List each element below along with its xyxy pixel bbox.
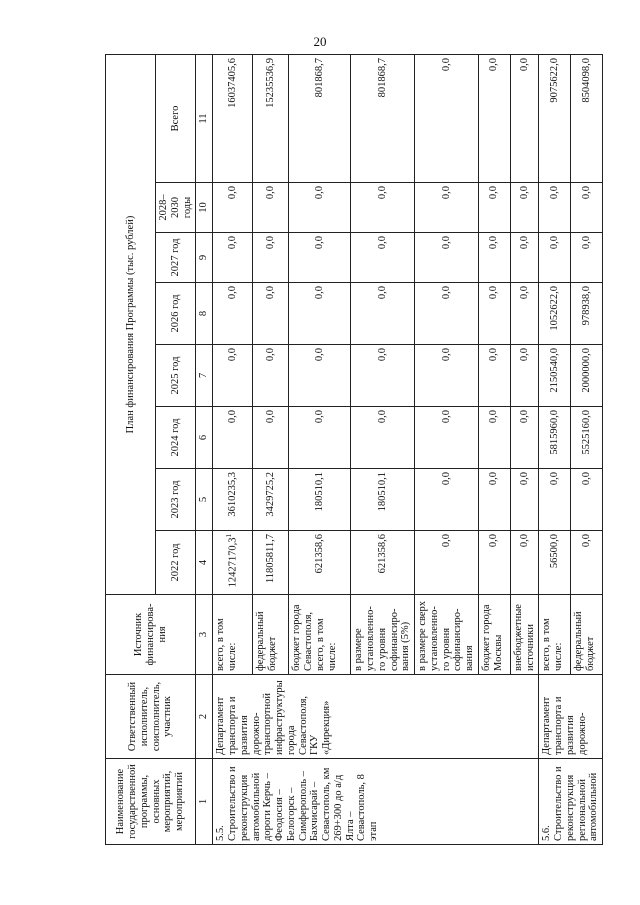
column-number: 8 [196, 283, 213, 345]
event-executor: Департамент транспорта и развития дорожно-транспортной инфраструктуры города Севастополя, ГКУ «Дирекция» [213, 675, 539, 759]
column-number: 2 [196, 675, 213, 759]
value-cell: 0,0 [289, 233, 351, 283]
source-cell: федеральный бюджет [571, 595, 603, 675]
value-cell: 0,0 [510, 283, 539, 345]
value-cell: 0,0 [253, 233, 289, 283]
table-row [213, 54, 253, 844]
value-cell: 0,0 [415, 183, 479, 233]
value-cell: 0,0 [510, 407, 539, 469]
value-cell: 0,0 [478, 469, 510, 531]
column-number: 7 [196, 345, 213, 407]
value-cell: 0,0 [351, 183, 415, 233]
header-year: 2023 год [156, 469, 196, 531]
header-source: Источник финансирова-ния [106, 595, 196, 675]
value-cell: 0,0 [213, 407, 253, 469]
value-cell: 801868,7 [289, 54, 351, 182]
value-cell: 0,0 [415, 233, 479, 283]
value-cell: 0,0 [478, 407, 510, 469]
value-cell: 0,0 [213, 183, 253, 233]
value-cell: 0,0 [510, 233, 539, 283]
value-cell: 0,0 [213, 283, 253, 345]
value-cell: 0,0 [571, 183, 603, 233]
event-name: 5.5. Строительство и реконструкция автомобильной дороги Керчь – Феодосия – Белогорск – Симферополь – Бахчисарай – Севастополь, км 269+300 до а/д Ялта – Севастополь, 8 этап [213, 759, 539, 845]
column-number: 4 [196, 531, 213, 595]
value-cell: 16037405,6 [213, 54, 253, 182]
value-cell: 11805811,7 [253, 531, 289, 595]
event-name: 5.6. Строительство и реконструкция региональной автомобильной [539, 759, 603, 845]
value-cell: 0,0 [253, 183, 289, 233]
column-number: 3 [196, 595, 213, 675]
value-cell: 5815960,0 [539, 407, 571, 469]
footnote-mark: 1 [225, 534, 234, 538]
source-cell: в размере установленно-го уровня софинансиро-вания (5%) [351, 595, 415, 675]
source-cell: внебюджетные источники [510, 595, 539, 675]
source-cell: бюджет города Москвы [478, 595, 510, 675]
value-cell: 3610235,3 [213, 469, 253, 531]
value-cell: 0,0 [253, 407, 289, 469]
header-name: Наименование государственной программы, основных мероприятий, мероприятий [106, 759, 196, 845]
value-cell: 0,0 [253, 345, 289, 407]
value-cell: 0,0 [478, 183, 510, 233]
column-number: 6 [196, 407, 213, 469]
value-cell: 0,0 [478, 233, 510, 283]
source-cell: федеральный бюджет [253, 595, 289, 675]
value-cell: 0,0 [510, 469, 539, 531]
value-cell: 0,0 [351, 233, 415, 283]
value-cell: 0,0 [289, 407, 351, 469]
table-row [539, 54, 571, 844]
column-number: 11 [196, 54, 213, 182]
value-cell: 978938,0 [571, 283, 603, 345]
rotated-table-wrapper [105, 55, 600, 845]
value-cell: 621358,6 [351, 531, 415, 595]
column-number: 10 [196, 183, 213, 233]
value-cell: 9075622,0 [539, 54, 571, 182]
value-cell: 0,0 [253, 283, 289, 345]
value-cell: 0,0 [213, 345, 253, 407]
value-cell: 621358,6 [289, 531, 351, 595]
financing-plan-table [105, 54, 603, 845]
value-cell: 180510,1 [351, 469, 415, 531]
value-cell: 0,0 [289, 345, 351, 407]
value-cell: 0,0 [571, 531, 603, 595]
header-year: 2026 год [156, 283, 196, 345]
value-cell: 0,0 [415, 345, 479, 407]
value-cell: 180510,1 [289, 469, 351, 531]
event-executor: Департамент транспорта и развития дорожно- [539, 675, 603, 759]
header-year: 2022 год [156, 531, 196, 595]
value-cell: 5525160,0 [571, 407, 603, 469]
value-cell: 0,0 [510, 54, 539, 182]
value-cell: 0,0 [351, 283, 415, 345]
value-cell: 0,0 [539, 183, 571, 233]
column-number: 5 [196, 469, 213, 531]
value-cell: 0,0 [478, 283, 510, 345]
value-cell: 2150540,0 [539, 345, 571, 407]
header-year: 2027 год [156, 233, 196, 283]
value-cell: 0,0 [289, 183, 351, 233]
source-cell: бюджет города Севастополя, всего, в том числе: [289, 595, 351, 675]
value-cell: 0,0 [351, 407, 415, 469]
header-year: 2024 год [156, 407, 196, 469]
value-cell: 3429725,2 [253, 469, 289, 531]
value-cell: 0,0 [510, 183, 539, 233]
value-cell: 0,0 [478, 345, 510, 407]
source-cell: всего, в том числе: [213, 595, 253, 675]
value-cell: 0,0 [571, 233, 603, 283]
value-cell: 56500,0 [539, 531, 571, 595]
value-cell: 12427170,3$^1$ [213, 531, 253, 595]
value-cell: 0,0 [289, 283, 351, 345]
header-plan: План финансирования Программы (тыс. рублей) [106, 54, 156, 594]
source-cell: в размере сверх установленно-го уровня софинансиро-вания [415, 595, 479, 675]
value-cell: 1052622,0 [539, 283, 571, 345]
column-number-row [196, 54, 213, 844]
value-cell: 0,0 [539, 233, 571, 283]
value-cell: 0,0 [415, 531, 479, 595]
column-number: 9 [196, 233, 213, 283]
value-cell: 0,0 [415, 283, 479, 345]
value-cell: 0,0 [415, 54, 479, 182]
value-cell: 0,0 [510, 531, 539, 595]
column-number: 1 [196, 759, 213, 845]
value-cell: 0,0 [415, 407, 479, 469]
page-number: 20 [313, 34, 327, 49]
header-year: 2025 год [156, 345, 196, 407]
value-cell: 801868,7 [351, 54, 415, 182]
value-cell: 0,0 [213, 233, 253, 283]
value-cell: 0,0 [415, 469, 479, 531]
value-cell: 15235536,9 [253, 54, 289, 182]
value-cell: 0,0 [351, 345, 415, 407]
header-total: Всего [156, 54, 196, 182]
value-cell: 0,0 [478, 531, 510, 595]
value-cell: 2000000,0 [571, 345, 603, 407]
header-year: 2028–2030 годы [156, 183, 196, 233]
value-cell: 0,0 [539, 469, 571, 531]
value-cell: 0,0 [571, 469, 603, 531]
value-cell: 0,0 [510, 345, 539, 407]
value-cell: 0,0 [478, 54, 510, 182]
header-executor: Ответственный исполнитель, соисполнитель, участник [106, 675, 196, 759]
value-cell: 8504098,0 [571, 54, 603, 182]
source-cell: всего, в том числе: [539, 595, 571, 675]
